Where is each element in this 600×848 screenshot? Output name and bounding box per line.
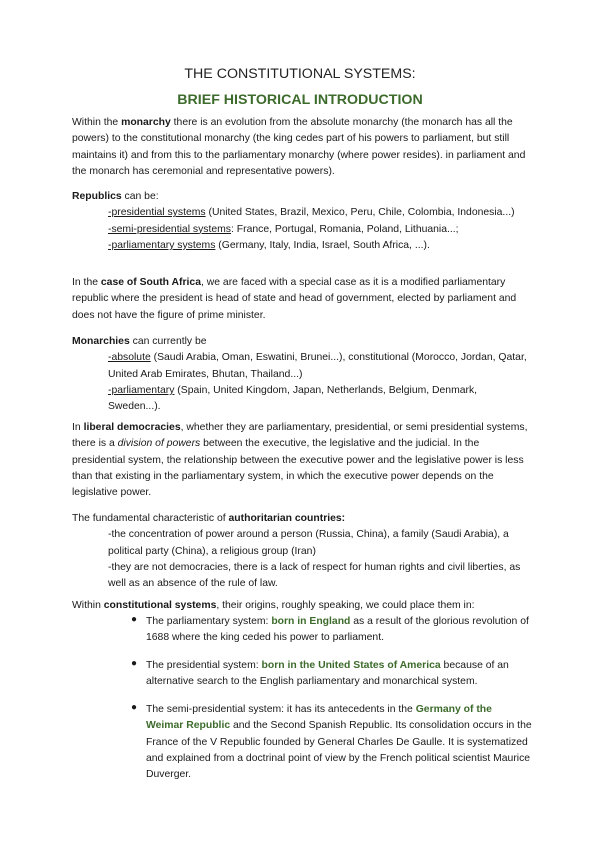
republics-section bbox=[72, 189, 532, 254]
origins-intro bbox=[72, 598, 532, 614]
authoritarian-item-2: -they are not democracies, there is a lack of respect for human rights and civil liberties, as well as an absence of the rule of law. bbox=[108, 561, 521, 590]
parl-label: -parliamentary systems bbox=[108, 239, 216, 251]
bullet-semi-presidential bbox=[146, 702, 532, 783]
monarchies-heading bbox=[72, 334, 532, 350]
bullet-icon: ● bbox=[131, 702, 138, 713]
republics-heading-rest: can be: bbox=[121, 191, 159, 202]
authoritarian-bold: authoritarian countries: bbox=[228, 513, 346, 524]
authoritarian-text: The fundamental characteristic of bbox=[72, 513, 229, 524]
origins-text-rest: , their origins, roughly speaking, we could place them in: bbox=[216, 600, 475, 611]
liberal-italic: division of powers bbox=[117, 438, 201, 450]
absolute-label: -absolute bbox=[108, 352, 151, 364]
intro-paragraph bbox=[72, 115, 532, 180]
bullet1-text: The parliamentary system: bbox=[146, 616, 272, 627]
bullet-parliamentary bbox=[146, 614, 532, 647]
republics-semi bbox=[72, 222, 532, 238]
authoritarian-heading bbox=[72, 511, 532, 527]
semi-text: : France, Portugal, Romania, Poland, Lithuania...; bbox=[231, 223, 459, 235]
absolute-text: (Saudi Arabia, Oman, Eswatini, Brunei...), constitutional (Morocco, Jordan, Qatar, United Arab Emirates, Bhutan, Thailand...) bbox=[108, 352, 527, 380]
bullet2-text-rest: because of an alternative search to the English parliamentary and monarchical system. bbox=[146, 660, 509, 688]
intro-bold: monarchy bbox=[121, 117, 171, 128]
bullet1-text-rest: as a result of the glorious revolution of 1688 where the king ceded his power to parliament. bbox=[146, 616, 529, 644]
liberal-text-2: , whether they are parliamentary, presidential, or semi presidential systems, there is a bbox=[72, 422, 528, 450]
south-africa-paragraph bbox=[72, 275, 532, 324]
sa-bold: case of South Africa bbox=[100, 277, 201, 288]
monarchies-absolute bbox=[72, 350, 532, 383]
semi-label: -semi-presidential systems bbox=[108, 223, 231, 235]
republics-parliamentary bbox=[72, 238, 532, 254]
presidential-text: (United States, Brazil, Mexico, Peru, Chile, Colombia, Indonesia...) bbox=[205, 207, 515, 219]
bullet3-highlight: Germany of the Weimar Republic bbox=[146, 704, 492, 732]
parl-text: (Germany, Italy, India, Israel, South Africa, ...). bbox=[215, 239, 430, 251]
monarchies-parliamentary bbox=[72, 383, 532, 416]
bullet3-text-rest: and the Second Spanish Republic. Its consolidation occurs in the France of the V Republic founded by General Charles De Gaulle. It is systematized and explained from a doctrinal point of view by the French political scientist Maurice Duverger. bbox=[146, 720, 532, 781]
liberal-bold: liberal democracies bbox=[83, 422, 181, 433]
monarchies-heading-rest: can currently be bbox=[129, 336, 207, 347]
bullet-presidential bbox=[146, 658, 532, 691]
intro-text: Within the bbox=[72, 117, 122, 128]
document-title: THE CONSTITUTIONAL SYSTEMS: bbox=[184, 66, 416, 82]
liberal-text-3: between the executive, the legislative and the judicial. In the presidential system, the relationship between the executive power and the legislative power is less than that existing in the parliamentary system, in which the executive power depends on the legislative power. bbox=[72, 438, 524, 499]
document-subtitle: BRIEF HISTORICAL INTRODUCTION bbox=[177, 92, 423, 108]
intro-text-rest: there is an evolution from the absolute monarchy (the monarch has all the powers) to the constitutional monarchy (the king cedes part of his powers to parliament, but still maintains it) and from this to the parliamentary monarchy (where power resides). in parliament and the monarch has ceremonial and representative powers). bbox=[72, 117, 526, 177]
republics-presidential bbox=[72, 205, 532, 221]
liberal-democracies-paragraph bbox=[72, 420, 532, 501]
republics-heading-bold: Republics bbox=[72, 191, 122, 202]
authoritarian-item-1: -the concentration of power around a person (Russia, China), a family (Saudi Arabia), a political party (China), a religious group (Iran) bbox=[108, 529, 509, 557]
liberal-text: In bbox=[72, 422, 84, 433]
bullet-icon: ● bbox=[131, 658, 138, 669]
republics-heading bbox=[72, 189, 532, 205]
origins-text: Within bbox=[72, 600, 104, 611]
presidential-label: -presidential systems bbox=[108, 207, 206, 219]
authoritarian-section bbox=[72, 511, 532, 592]
bullet2-text: The presidential system: bbox=[146, 660, 262, 671]
mon-parl-label: -parliamentary bbox=[108, 384, 175, 396]
mon-parl-text: (Spain, United Kingdom, Japan, Netherlands, Belgium, Denmark, Sweden...). bbox=[108, 384, 478, 413]
origins-bold: constitutional systems bbox=[103, 600, 217, 611]
sa-text-rest: , we are faced with a special case as it is a modified parliamentary republic where the president is head of state and head of government, elected by parliament and does not have the figure of prime minister. bbox=[72, 277, 517, 321]
monarchies-heading-bold: Monarchies bbox=[72, 336, 130, 347]
bullet3-text: The semi-presidential system: it has its antecedents in the bbox=[146, 704, 416, 715]
monarchies-section bbox=[72, 334, 532, 415]
bullet-icon: ● bbox=[131, 614, 138, 625]
bullet1-highlight: born in England bbox=[271, 616, 351, 627]
bullet2-highlight: born in the United States of America bbox=[261, 660, 441, 671]
sa-text: In the bbox=[72, 277, 101, 288]
